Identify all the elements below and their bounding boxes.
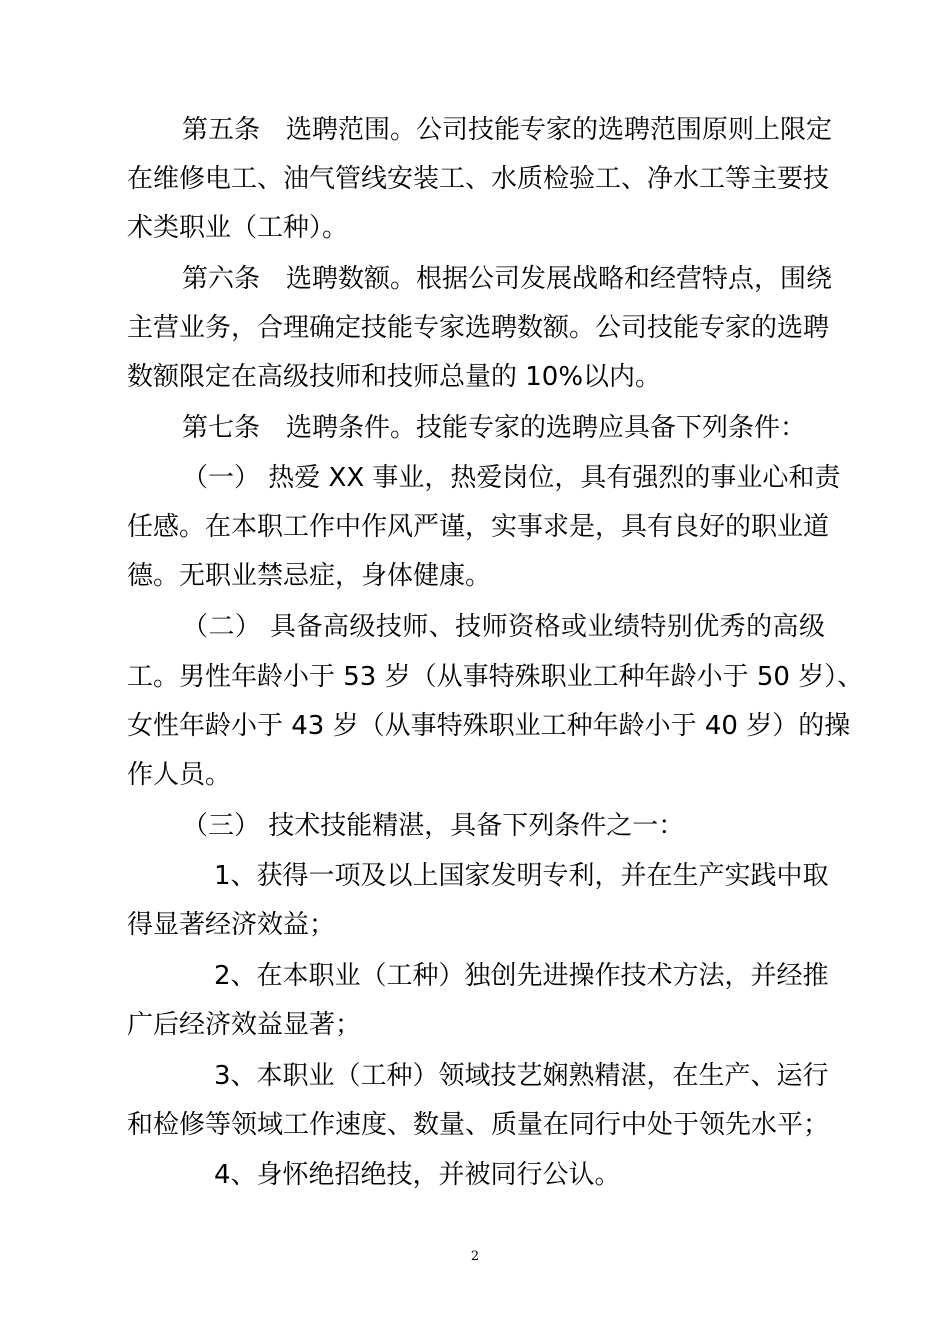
article-5-line-2: 在维修电工、油气管线安装工、水质检验工、净水工等主要技 [127,164,830,194]
article-6-line-3: 数额限定在高级技师和技师总量的 10%以内。 [127,362,662,392]
article-5-line-3: 术类职业（工种）。 [127,213,349,243]
item-3-line-1: （三） 技术技能精湛，具备下列条件之一： [182,811,685,841]
sub-item-4-line-1: 4、身怀绝招绝技，并被同行公认。 [214,1160,621,1190]
article-5-line-1: 第五条 选聘范围。公司技能专家的选聘范围原则上限定 [182,115,833,145]
item-1-line-2: 任感。在本职工作中作风严谨，实事求是，具有良好的职业道 [127,512,830,542]
sub-item-1-line-1: 1、获得一项及以上国家发明专利，并在生产实践中取 [214,861,829,891]
item-1-line-3: 德。无职业禁忌症，身体健康。 [127,561,492,591]
item-2-line-4: 作人员。 [127,760,232,790]
sub-item-2-line-2: 广后经济效益显著； [127,1010,362,1040]
article-6-line-2: 主营业务，合理确定技能专家选聘数额。公司技能专家的选聘 [127,313,830,343]
sub-item-3-line-2: 和检修等领域工作速度、数量、质量在同行中处于领先水平； [127,1110,830,1140]
article-7-line-1: 第七条 选聘条件。技能专家的选聘应具备下列条件： [182,413,807,443]
item-1-line-1: （一） 热爱 XX 事业，热爱岗位，具有强烈的事业心和责 [182,463,841,493]
page-number: 2 [470,1249,480,1264]
item-2-line-1: （二） 具备高级技师、技师资格或业绩特别优秀的高级 [182,612,825,642]
item-2-line-3: 女性年龄小于 43 岁（从事特殊职业工种年龄小于 40 岁）的操 [127,711,851,741]
sub-item-2-line-1: 2、在本职业（工种）独创先进操作技术方法，并经推 [214,961,829,991]
sub-item-1-line-2: 得显著经济效益； [127,910,336,940]
item-2-line-2: 工。男性年龄小于 53 岁（从事特殊职业工种年龄小于 50 岁）、 [127,662,864,692]
sub-item-3-line-1: 3、本职业（工种）领域技艺娴熟精湛，在生产、运行 [214,1061,829,1091]
article-6-line-1: 第六条 选聘数额。根据公司发展战略和经营特点，围绕 [182,264,833,294]
